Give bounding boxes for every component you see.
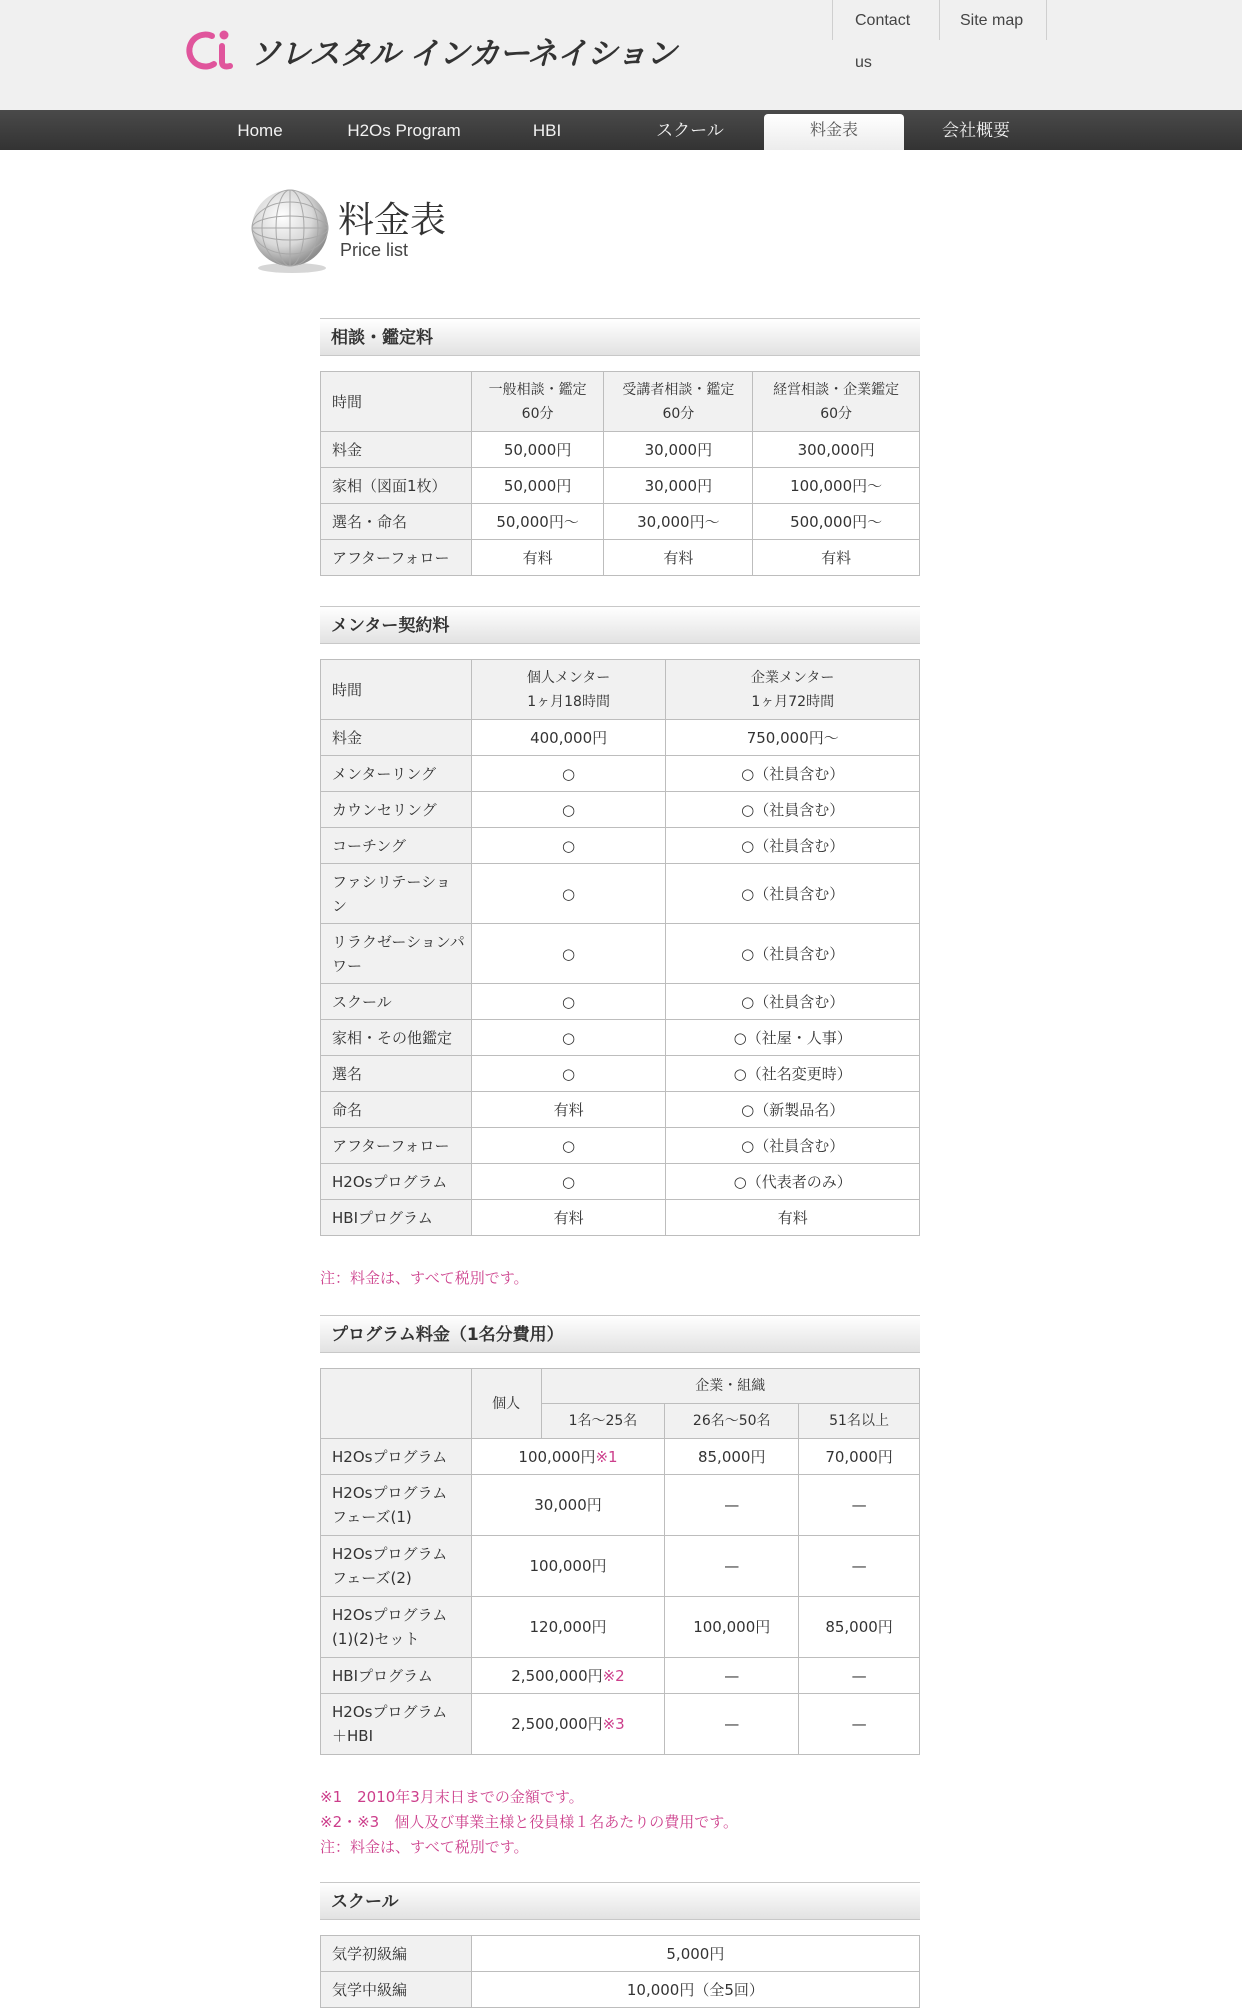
row-label: メンターリング: [321, 756, 472, 792]
cell: 85,000円: [799, 1597, 920, 1658]
row-label: 料金: [321, 720, 472, 756]
row-label: 気学初級編: [321, 1936, 472, 1972]
table-row: [321, 792, 920, 828]
table-row: [321, 984, 920, 1020]
row-label: HBIプログラム: [321, 1200, 472, 1236]
cell: —: [799, 1658, 920, 1694]
row-label: アフターフォロー: [321, 1128, 472, 1164]
table-row: [321, 1200, 920, 1236]
table-row: [321, 1475, 920, 1536]
footnote-1: ※1 2010年3月末日までの金額です。: [320, 1788, 584, 1806]
cell: —: [665, 1536, 799, 1597]
column-header: 企業・組織: [541, 1369, 919, 1404]
row-label: H2Osプログラム: [321, 1164, 472, 1200]
site-logo[interactable]: [184, 26, 676, 74]
cell: ○: [471, 1056, 666, 1092]
row-label: 料金: [321, 432, 472, 468]
cell: 有料: [604, 540, 753, 576]
column-header: 26名〜50名: [665, 1404, 799, 1439]
row-label: 時間: [321, 660, 472, 720]
empty-header: [321, 1369, 472, 1439]
cell: ○（社員含む）: [666, 1128, 920, 1164]
cell: —: [665, 1475, 799, 1536]
table-row: [321, 1439, 920, 1475]
row-label: 気学中級編: [321, 1972, 472, 2008]
cell: 500,000円〜: [753, 504, 920, 540]
cell: 120,000円: [471, 1597, 665, 1658]
row-label: H2Osプログラム フェーズ(1): [321, 1475, 472, 1536]
logo-mark-icon: [184, 26, 242, 74]
cell: 100,000円: [471, 1536, 665, 1597]
table-row: [321, 1369, 920, 1404]
cell: 有料: [471, 1092, 666, 1128]
table-row: [321, 468, 920, 504]
cell: ○: [471, 828, 666, 864]
row-label: 命名: [321, 1092, 472, 1128]
row-label: コーチング: [321, 828, 472, 864]
cell: —: [665, 1658, 799, 1694]
table-row: [321, 540, 920, 576]
cell: 50,000円〜: [471, 504, 604, 540]
cell: ○: [471, 924, 666, 984]
tax-note: 注：料金は、すべて税別です。: [320, 1269, 529, 1287]
cell: ○（社員含む）: [666, 864, 920, 924]
cell: 2,500,000円※3: [471, 1694, 665, 1755]
cell: ○: [471, 1128, 666, 1164]
cell: —: [799, 1536, 920, 1597]
nav-price-list[interactable]: 料金表: [764, 114, 904, 150]
cell: 50,000円: [471, 468, 604, 504]
table-row: [321, 504, 920, 540]
cell: 10,000円（全5回）: [471, 1972, 919, 2008]
column-header: 企業メンター 1ヶ月72時間: [666, 660, 920, 720]
globe-icon: [248, 188, 334, 274]
cell: ○（社名変更時）: [666, 1056, 920, 1092]
table-row: [321, 1128, 920, 1164]
cell: —: [799, 1694, 920, 1755]
nav-hbi[interactable]: HBI: [532, 121, 562, 140]
consult-table: [320, 371, 920, 576]
column-header: 51名以上: [799, 1404, 920, 1439]
cell: 400,000円: [471, 720, 666, 756]
table-row: [321, 756, 920, 792]
table-row: [321, 1092, 920, 1128]
row-label: 選名: [321, 1056, 472, 1092]
row-label: 時間: [321, 372, 472, 432]
table-row: [321, 1536, 920, 1597]
cell: 有料: [753, 540, 920, 576]
mentor-table: [320, 659, 920, 1236]
table-row: [321, 864, 920, 924]
table-row: [321, 1056, 920, 1092]
main-content: [320, 318, 920, 2008]
row-label: リラクゼーションパワー: [321, 924, 472, 984]
table-row: [321, 432, 920, 468]
row-label: カウンセリング: [321, 792, 472, 828]
cell: ○: [471, 984, 666, 1020]
row-label: スクール: [321, 984, 472, 1020]
row-label: 選名・命名: [321, 504, 472, 540]
cell: ○: [471, 1020, 666, 1056]
nav-h2os-program[interactable]: H2Os Program: [347, 121, 461, 140]
cell: 有料: [666, 1200, 920, 1236]
cell: ○（社員含む）: [666, 756, 920, 792]
contact-us-link[interactable]: Contact us: [833, 0, 940, 40]
cell: 30,000円: [604, 432, 753, 468]
table-row: [321, 1597, 920, 1658]
cell: ○（社員含む）: [666, 792, 920, 828]
cell: 5,000円: [471, 1936, 919, 1972]
site-header: [0, 0, 1242, 110]
column-header: 受講者相談・鑑定 60分: [604, 372, 753, 432]
column-header: 1名〜25名: [541, 1404, 665, 1439]
row-label: ファシリテーション: [321, 864, 472, 924]
cell: ○（社屋・人事）: [666, 1020, 920, 1056]
table-row: [321, 372, 920, 432]
cell: ○（社員含む）: [666, 828, 920, 864]
cell: 100,000円〜: [753, 468, 920, 504]
column-header: 個人: [471, 1369, 541, 1439]
table-row: [321, 720, 920, 756]
cell: ○（社員含む）: [666, 924, 920, 984]
table-row: [321, 1658, 920, 1694]
cell: 有料: [471, 540, 604, 576]
cell: ○（新製品名）: [666, 1092, 920, 1128]
logo-text: ソレスタル インカーネイション: [250, 35, 677, 72]
section-heading-consult: 相談・鑑定料: [320, 318, 920, 356]
nav-home[interactable]: Home: [237, 121, 283, 140]
page-subtitle: Price list: [340, 240, 409, 260]
row-label: HBIプログラム: [321, 1658, 472, 1694]
cell: 100,000円: [665, 1597, 799, 1658]
global-nav: [0, 110, 1242, 150]
section-heading-program: プログラム料金（1名分費用）: [320, 1315, 920, 1353]
table-row: [321, 1936, 920, 1972]
table-row: [321, 660, 920, 720]
utility-nav: [832, 0, 1047, 71]
cell: ○: [471, 1164, 666, 1200]
column-header: 一般相談・鑑定 60分: [471, 372, 604, 432]
footnote-2-3: ※2・※3 個人及び事業主様と役員様１名あたりの費用です。: [320, 1813, 739, 1831]
table-row: [321, 828, 920, 864]
table-row: [321, 1694, 920, 1755]
cell: ○: [471, 864, 666, 924]
table-row: [321, 924, 920, 984]
cell: 70,000円: [799, 1439, 920, 1475]
column-header: 個人メンター 1ヶ月18時間: [471, 660, 666, 720]
cell: 30,000円: [471, 1475, 665, 1536]
table-row: [321, 1164, 920, 1200]
cell: ○（代表者のみ）: [666, 1164, 920, 1200]
program-table: [320, 1368, 920, 1755]
cell: 100,000円※1: [471, 1439, 665, 1475]
cell: 有料: [471, 1200, 666, 1236]
cell: ○: [471, 792, 666, 828]
cell: —: [799, 1475, 920, 1536]
cell: ○（社員含む）: [666, 984, 920, 1020]
nav-company[interactable]: 会社概要: [942, 121, 1010, 140]
section-heading-school: スクール: [320, 1882, 920, 1920]
row-label: アフターフォロー: [321, 540, 472, 576]
row-label: H2Osプログラム ＋HBI: [321, 1694, 472, 1755]
cell: 300,000円: [753, 432, 920, 468]
cell: 30,000円〜: [604, 504, 753, 540]
row-label: H2Osプログラム: [321, 1439, 472, 1475]
table-row: [321, 1020, 920, 1056]
page-title: 料金表: [338, 200, 447, 241]
cell: ○: [471, 756, 666, 792]
table-row: [321, 1972, 920, 2008]
row-label: H2Osプログラム フェーズ(2): [321, 1536, 472, 1597]
section-heading-mentor: メンター契約料: [320, 606, 920, 644]
site-map-link[interactable]: Site map: [940, 0, 1047, 40]
row-label: 家相・その他鑑定: [321, 1020, 472, 1056]
cell: 750,000円〜: [666, 720, 920, 756]
tax-note: 注：料金は、すべて税別です。: [320, 1838, 529, 1856]
row-label: 家相（図面1枚）: [321, 468, 472, 504]
cell: 2,500,000円※2: [471, 1658, 665, 1694]
cell: 30,000円: [604, 468, 753, 504]
nav-school[interactable]: スクール: [656, 121, 724, 140]
cell: 85,000円: [665, 1439, 799, 1475]
column-header: 経営相談・企業鑑定 60分: [753, 372, 920, 432]
cell: —: [665, 1694, 799, 1755]
school-table: [320, 1935, 920, 2008]
cell: 50,000円: [471, 432, 604, 468]
row-label: H2Osプログラム (1)(2)セット: [321, 1597, 472, 1658]
